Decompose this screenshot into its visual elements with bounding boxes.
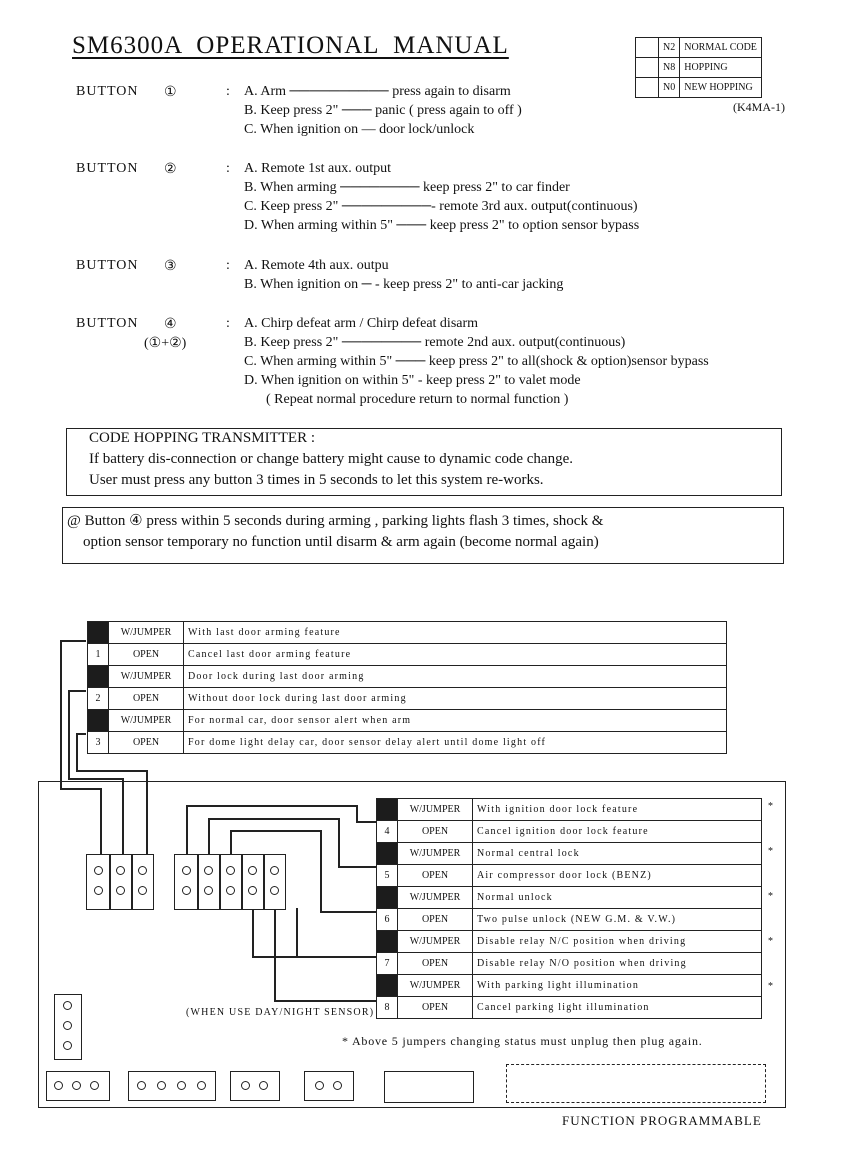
button-label: BUTTON [76, 161, 139, 176]
pin [137, 1081, 146, 1090]
jumper-row [88, 710, 727, 732]
bottom-connector-3pin [46, 1071, 110, 1101]
code-label: NEW HOPPING [680, 78, 762, 98]
jumper-table-top [87, 621, 727, 754]
jumper-description: Cancel parking light illumination [473, 997, 762, 1019]
code-id: N2 [659, 38, 680, 58]
notice-line: option sensor temporary no function until disarm & arm again (become normal again) [83, 534, 599, 550]
pin [177, 1081, 186, 1090]
jumper-connector-a [86, 854, 154, 910]
jumper-description: For dome light delay car, door sensor delay alert until dome light off [184, 732, 727, 754]
jumper-state: OPEN [398, 909, 473, 931]
instruction-line: D. When ignition on within 5" - keep press 2" to valet mode [244, 373, 581, 388]
code-blank-cell [636, 78, 659, 98]
jumper-marker [377, 931, 398, 953]
instruction-line: B. When arming ──────── keep press 2" to car finder [244, 180, 570, 195]
footer-label: FUNCTION PROGRAMMABLE [562, 1113, 762, 1128]
pin [182, 886, 191, 895]
colon: : [226, 258, 230, 273]
jumper-state: W/JUMPER [109, 666, 184, 688]
wire [338, 818, 340, 866]
pin [116, 866, 125, 875]
jumper-state: OPEN [109, 688, 184, 710]
notice-line: If battery dis-connection or change battery might cause to dynamic code change. [89, 451, 573, 467]
button-number: ② [164, 162, 177, 177]
divider [131, 855, 133, 909]
button4-notice [62, 507, 784, 564]
jumper-description: Normal unlock [473, 887, 762, 909]
instruction-line: B. Keep press 2" ─── panic ( press again to off ) [244, 103, 522, 118]
divider [197, 855, 199, 909]
divider [109, 855, 111, 909]
code-table [635, 37, 762, 98]
wire [296, 908, 298, 958]
pin [63, 1021, 72, 1030]
jumper-state: W/JUMPER [398, 843, 473, 865]
pin [204, 886, 213, 895]
pin [90, 1081, 99, 1090]
button-combo: (①+②) [144, 336, 187, 351]
jumper-description: Without door lock during last door arming [184, 688, 727, 710]
jumper-row [377, 975, 762, 997]
jumper-marker [88, 666, 109, 688]
jumper-row [88, 732, 727, 754]
code-row [636, 38, 762, 58]
notice-line: @ Button ④ press within 5 seconds during arming , parking lights flash 3 times, shock & [67, 513, 604, 529]
star-mark: * [768, 891, 775, 902]
wire [208, 818, 338, 820]
jumper-marker [377, 887, 398, 909]
jumper-state: W/JUMPER [398, 799, 473, 821]
jumper-row [377, 909, 762, 931]
jumper-marker [377, 975, 398, 997]
instruction-line: A. Remote 1st aux. output [244, 161, 391, 176]
wire [338, 866, 376, 868]
code-id: N0 [659, 78, 680, 98]
code-row [636, 78, 762, 98]
pin [182, 866, 191, 875]
button-label: BUTTON [76, 316, 139, 331]
jumper-description: Two pulse unlock (NEW G.M. & V.W.) [473, 909, 762, 931]
bottom-connector-2pin [304, 1071, 354, 1101]
pin [157, 1081, 166, 1090]
jumper-number: 3 [88, 732, 109, 754]
jumper-number: 4 [377, 821, 398, 843]
jumper-row [88, 622, 727, 644]
jumper-row [377, 865, 762, 887]
wire [320, 830, 322, 912]
jumper-state: OPEN [109, 732, 184, 754]
button-number: ③ [164, 259, 177, 274]
wire [208, 818, 210, 855]
jumper-state: OPEN [398, 997, 473, 1019]
jumper-state: W/JUMPER [398, 975, 473, 997]
instruction-line: A. Arm ────────── press again to disarm [244, 84, 511, 99]
jumper-row [88, 688, 727, 710]
code-blank-cell [636, 38, 659, 58]
instruction-line: C. Keep press 2" ─────────- remote 3rd aux. output(continuous) [244, 199, 638, 214]
jumper-description: Door lock during last door arming [184, 666, 727, 688]
jumper-row [377, 997, 762, 1019]
model-reference: (K4MA-1) [733, 100, 785, 114]
button-number: ① [164, 85, 177, 100]
wire [356, 821, 376, 823]
jumper-number: 2 [88, 688, 109, 710]
jumper-description: Normal central lock [473, 843, 762, 865]
jumper-state: OPEN [398, 821, 473, 843]
jumper-table-board [376, 798, 762, 1019]
instruction-line: B. Keep press 2" ──────── remote 2nd aux. output(continuous) [244, 335, 626, 350]
pin [248, 866, 257, 875]
instruction-line: C. When ignition on — door lock/unlock [244, 122, 475, 137]
jumper-marker [377, 843, 398, 865]
jumper-state: OPEN [398, 953, 473, 975]
wire [252, 956, 376, 958]
star-mark: * [768, 981, 775, 992]
wire [186, 805, 188, 855]
pin [315, 1081, 324, 1090]
pin [63, 1041, 72, 1050]
code-id: N8 [659, 58, 680, 78]
wire [68, 778, 122, 780]
button-label: BUTTON [76, 84, 139, 99]
jumper-row [377, 953, 762, 975]
pin [54, 1081, 63, 1090]
instruction-line: B. When ignition on ─ - keep press 2" to anti-car jacking [244, 277, 564, 292]
jumper-state: OPEN [109, 644, 184, 666]
jumper-description: Cancel ignition door lock feature [473, 821, 762, 843]
wire [274, 908, 276, 1001]
wire [320, 911, 376, 913]
jumper-row [88, 644, 727, 666]
star-mark: * [768, 846, 775, 857]
pin [204, 866, 213, 875]
pin [241, 1081, 250, 1090]
jumper-description: With parking light illumination [473, 975, 762, 997]
divider [219, 855, 221, 909]
jumper-state: OPEN [398, 865, 473, 887]
wire [274, 1000, 376, 1002]
pin [259, 1081, 268, 1090]
code-row [636, 58, 762, 78]
jumper-row [377, 887, 762, 909]
code-label: NORMAL CODE [680, 38, 762, 58]
pin [270, 866, 279, 875]
code-blank-cell [636, 58, 659, 78]
colon: : [226, 161, 230, 176]
pin [226, 886, 235, 895]
button-label: BUTTON [76, 258, 139, 273]
jumper-marker [88, 622, 109, 644]
instruction-line: C. When arming within 5" ─── keep press 2" to all(shock & option)sensor bypass [244, 354, 709, 369]
divider [263, 855, 265, 909]
pin [226, 866, 235, 875]
bottom-connector-2pin [230, 1071, 280, 1101]
pin [138, 866, 147, 875]
jumper-description: Disable relay N/C position when driving [473, 931, 762, 953]
jumper-number: 8 [377, 997, 398, 1019]
sensor-note: (WHEN USE DAY/NIGHT SENSOR) [186, 1007, 375, 1018]
wire [186, 805, 356, 807]
jumper-marker [377, 799, 398, 821]
wire [76, 770, 146, 772]
pin [72, 1081, 81, 1090]
code-label: HOPPING [680, 58, 762, 78]
wire [60, 640, 62, 790]
jumper-note: * Above 5 jumpers changing status must unplug then plug again. [342, 1034, 703, 1048]
code-hopping-notice [66, 428, 782, 496]
jumper-description: Cancel last door arming feature [184, 644, 727, 666]
pin [94, 866, 103, 875]
jumper-description: Disable relay N/O position when driving [473, 953, 762, 975]
jumper-row [88, 666, 727, 688]
vertical-connector [54, 994, 82, 1060]
wire [76, 733, 86, 735]
jumper-state: W/JUMPER [109, 710, 184, 732]
jumper-row [377, 931, 762, 953]
star-mark: * [768, 936, 775, 947]
jumper-state: W/JUMPER [398, 931, 473, 953]
pin [116, 886, 125, 895]
pin [138, 886, 147, 895]
wire [230, 830, 232, 855]
bottom-connector-wide [506, 1064, 766, 1103]
jumper-marker [88, 710, 109, 732]
bottom-connector-4pin [128, 1071, 216, 1101]
pin [197, 1081, 206, 1090]
star-mark: * [768, 801, 775, 812]
jumper-description: For normal car, door sensor alert when arm [184, 710, 727, 732]
jumper-row [377, 843, 762, 865]
jumper-number: 5 [377, 865, 398, 887]
jumper-number: 1 [88, 644, 109, 666]
jumper-row [377, 799, 762, 821]
instruction-note: ( Repeat normal procedure return to normal function ) [266, 392, 569, 407]
jumper-state: W/JUMPER [109, 622, 184, 644]
wire [68, 690, 70, 780]
pin [248, 886, 257, 895]
pin [94, 886, 103, 895]
bottom-connector-block [384, 1071, 474, 1103]
page-title: SM6300A OPERATIONAL MANUAL [72, 32, 509, 59]
jumper-state: W/JUMPER [398, 887, 473, 909]
instruction-line: A. Remote 4th aux. outpu [244, 258, 389, 273]
notice-line: User must press any button 3 times in 5 seconds to let this system re-works. [89, 472, 544, 488]
jumper-description: With last door arming feature [184, 622, 727, 644]
wire [252, 908, 254, 956]
pin [270, 886, 279, 895]
jumper-description: With ignition door lock feature [473, 799, 762, 821]
jumper-number: 7 [377, 953, 398, 975]
button-number: ④ [164, 317, 177, 332]
wire [60, 640, 86, 642]
wire [68, 690, 86, 692]
jumper-row [377, 821, 762, 843]
instruction-line: D. When arming within 5" ─── keep press 2" to option sensor bypass [244, 218, 640, 233]
instruction-line: A. Chirp defeat arm / Chirp defeat disarm [244, 316, 479, 331]
colon: : [226, 316, 230, 331]
jumper-connector-b [174, 854, 286, 910]
divider [241, 855, 243, 909]
jumper-number: 6 [377, 909, 398, 931]
colon: : [226, 84, 230, 99]
notice-heading: CODE HOPPING TRANSMITTER : [89, 430, 315, 446]
pin [63, 1001, 72, 1010]
pin [333, 1081, 342, 1090]
wire [356, 805, 358, 821]
wire [230, 830, 320, 832]
wire [76, 733, 78, 771]
jumper-description: Air compressor door lock (BENZ) [473, 865, 762, 887]
